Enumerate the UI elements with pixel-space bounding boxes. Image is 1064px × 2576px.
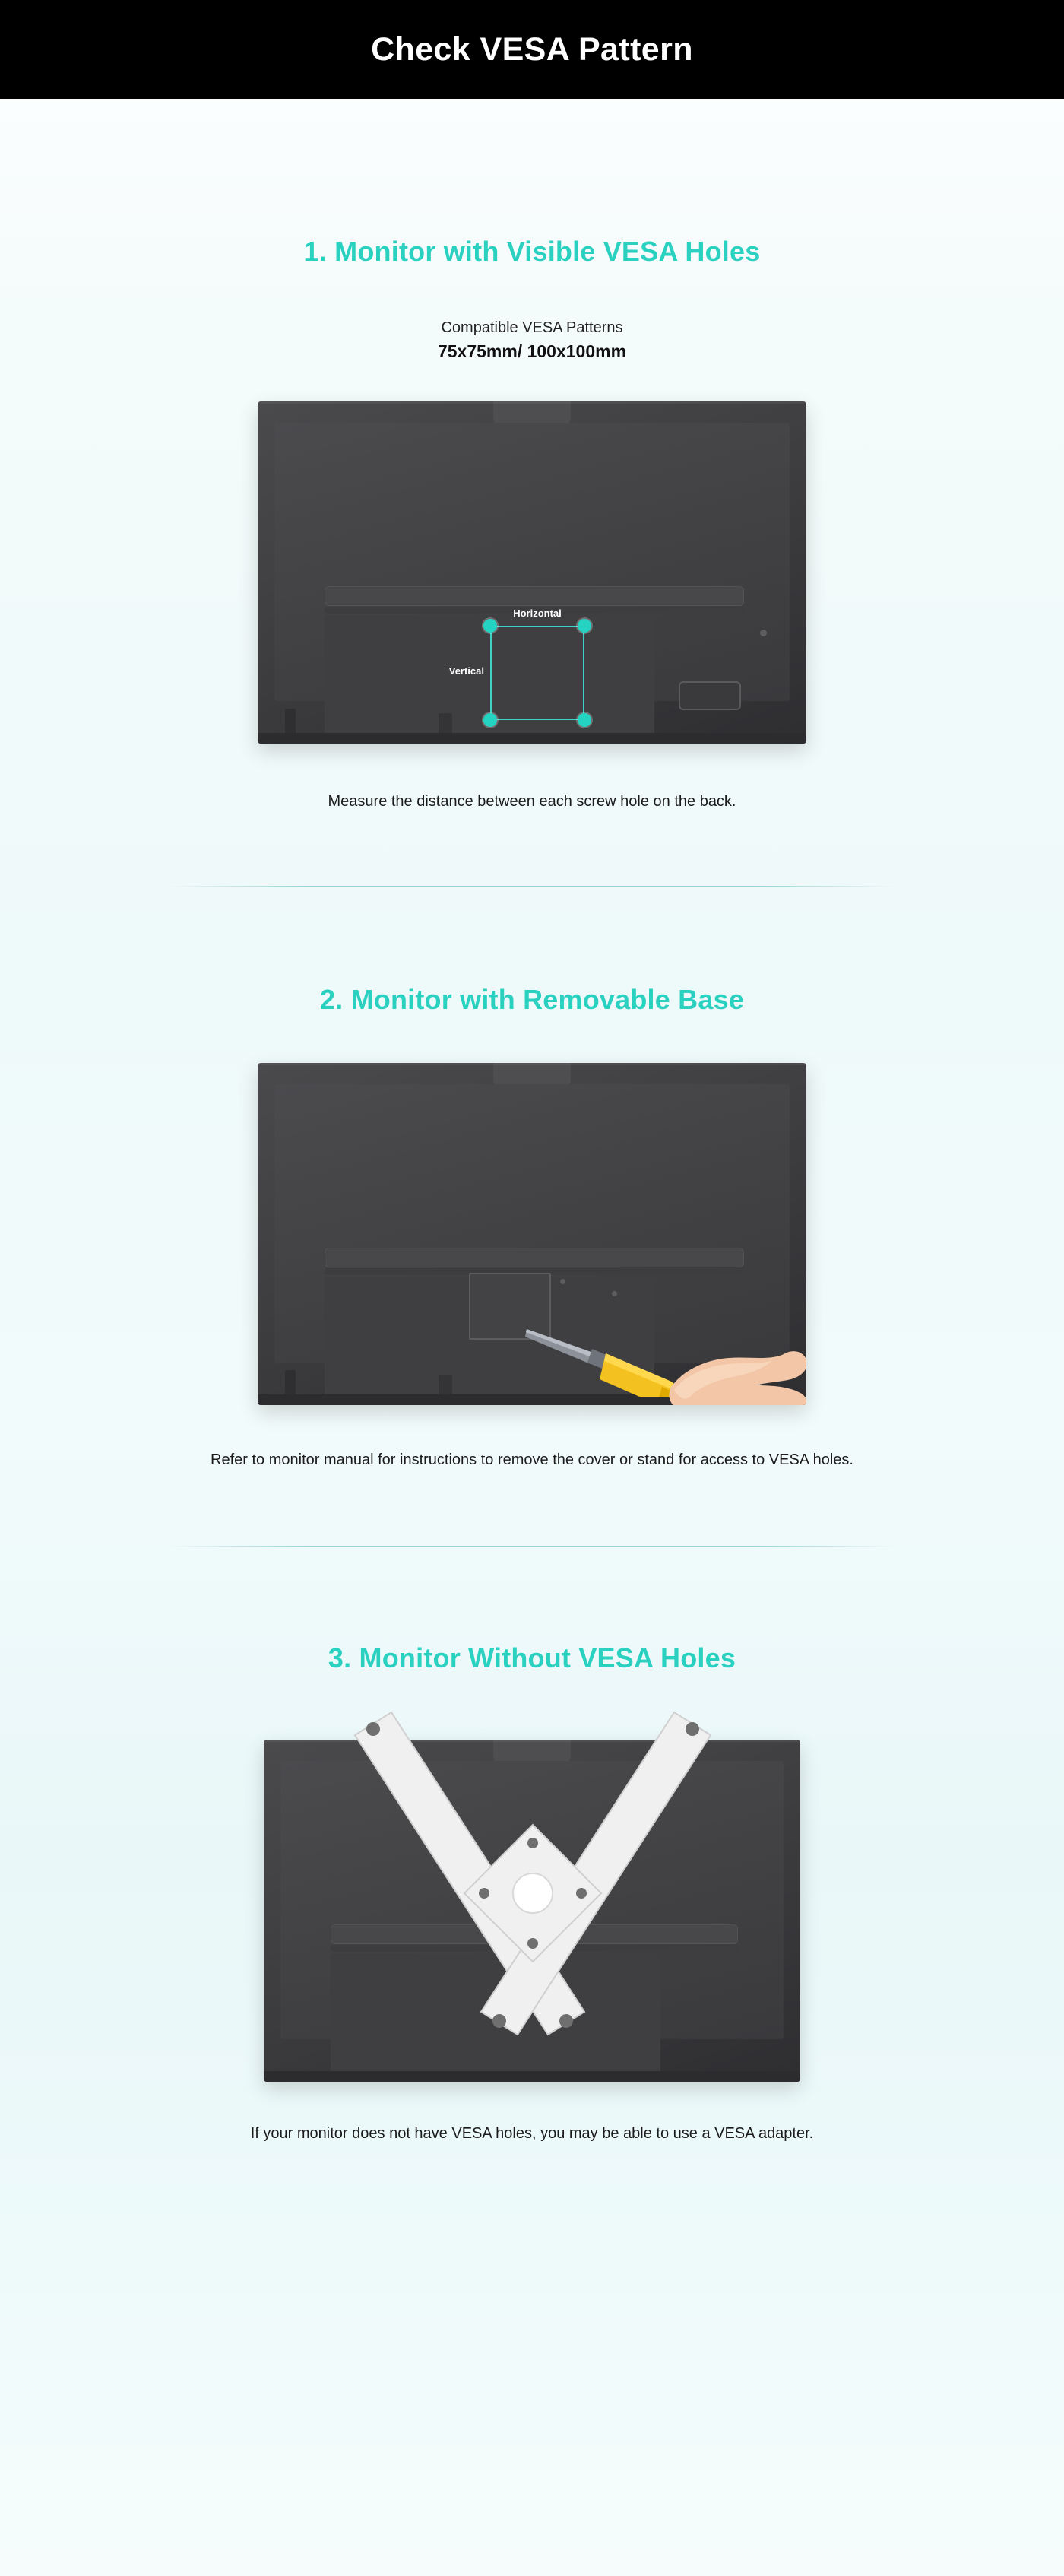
- vesa-cover-plate: [469, 1273, 551, 1340]
- monitor-port-block: [679, 681, 741, 710]
- cover-screw-right: [612, 1291, 617, 1296]
- section-visible-vesa-holes: [0, 99, 1064, 813]
- vesa-hole-top-left: [483, 619, 497, 633]
- section-1-title: 1. Monitor with Visible VESA Holes: [303, 236, 761, 267]
- monitor-back-panel-2: [258, 1063, 806, 1405]
- vesa-grid-line-top: [490, 626, 584, 627]
- section-removable-base: [0, 887, 1064, 1471]
- vesa-grid-line-left: [490, 626, 492, 720]
- cover-screw-top: [560, 1279, 565, 1284]
- page-title: Check VESA Pattern: [371, 30, 693, 68]
- monitor-indicator-dot: [760, 630, 767, 636]
- vesa-hole-bottom-right: [578, 713, 591, 727]
- bottom-spacer: [0, 2145, 1064, 2236]
- vesa-hole-grid: [448, 608, 584, 720]
- vesa-grid-line-right: [583, 626, 584, 720]
- label-horizontal: Horizontal: [513, 608, 562, 619]
- monitor-illustration-1: [258, 401, 806, 744]
- vesa-hole-top-right: [578, 619, 591, 633]
- monitor-illustration-3: [258, 1724, 806, 2082]
- vesa-adapter-icon: [258, 1702, 806, 2089]
- monitor-base-edge: [258, 733, 806, 744]
- compatible-patterns-values: 75x75mm/ 100x100mm: [437, 341, 627, 361]
- page-header: [0, 0, 1064, 99]
- monitor-back-panel: [258, 401, 806, 744]
- label-vertical: Vertical: [448, 665, 484, 677]
- vesa-grid-line-bottom: [490, 719, 584, 720]
- section-2-title: 2. Monitor with Removable Base: [319, 984, 745, 1015]
- compatible-patterns-label: Compatible VESA Patterns: [441, 319, 623, 336]
- vesa-hole-bottom-left: [483, 713, 497, 727]
- section-2-caption: Refer to monitor manual for instructions to remove the cover or stand for access to VESA holes.: [211, 1451, 853, 1468]
- section-no-vesa-holes: [0, 1547, 1064, 2145]
- section-3-caption: If your monitor does not have VESA holes, you may be able to use a VESA adapter.: [250, 2125, 814, 2142]
- section-1-caption: Measure the distance between each screw hole on the back.: [328, 793, 736, 810]
- monitor-vent-bar: [325, 586, 744, 606]
- monitor-vent-bar-2: [325, 1248, 744, 1267]
- section-3-title: 3. Monitor Without VESA Holes: [328, 1642, 736, 1673]
- monitor-illustration-2: [258, 1063, 806, 1405]
- hand-icon: [644, 1296, 806, 1405]
